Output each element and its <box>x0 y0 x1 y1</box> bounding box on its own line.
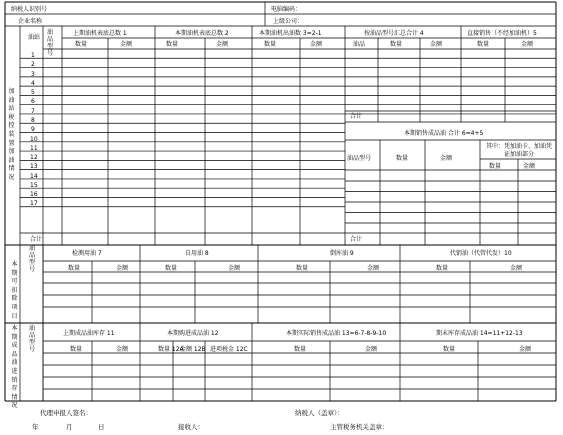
sales-total-label: 本期销售成品油 合计 6=4+5 <box>404 130 484 137</box>
input-tax-12c-label: 进项税金 12C <box>210 346 248 353</box>
station-row-number: 16 <box>30 191 38 199</box>
station-row-number: 10 <box>30 135 38 143</box>
amount-label: 金额 <box>367 265 380 272</box>
qty-12a-label: 数量 12A <box>158 346 184 353</box>
col-station: 油站 <box>28 34 41 41</box>
qty-label: 数量 <box>489 163 502 170</box>
amount-label: 金额 <box>523 163 536 170</box>
header-inspection-oil: 检测用油 7 <box>72 250 102 257</box>
amount-label: 金额 <box>116 346 129 353</box>
amount-label: 金额 <box>440 155 453 162</box>
qty-label: 数量 <box>296 265 309 272</box>
header-consignment-oil: 代销油（代管代发）10 <box>450 250 512 257</box>
station-row-number: 14 <box>30 172 38 180</box>
amount-label: 金额 <box>228 265 241 272</box>
qty-label: 数量 <box>165 265 178 272</box>
qty-label: 数量 <box>68 265 81 272</box>
qty-label: 数量 <box>390 41 403 48</box>
taxpayer-id-label: 纳税人识别号 <box>11 6 48 13</box>
qty-label: 数量 <box>75 41 88 48</box>
station-row-number: 4 <box>31 79 35 87</box>
station-row-number: 9 <box>31 126 35 134</box>
month-label: 月 <box>66 423 73 431</box>
year-label: 年 <box>32 423 39 431</box>
station-row-number: 12 <box>30 154 38 162</box>
header-self-use-oil: 自用油 8 <box>185 250 209 257</box>
qty-label: 数量 <box>294 346 307 353</box>
section1-label: 加油站税控装置加油情况 <box>8 88 15 181</box>
amount-label: 金额 <box>116 265 129 272</box>
amount-label: 金额 <box>510 265 523 272</box>
col-grade: 油品型号 <box>46 29 53 57</box>
agent-signature-label: 代理申报人签名： <box>40 409 92 417</box>
station-row-number: 15 <box>30 181 38 189</box>
amount-label: 金额 <box>365 346 378 353</box>
station-row-number: 1 <box>31 52 35 59</box>
computer-code-label: 电脑编码： <box>271 6 302 13</box>
header-direct-sale: 直接销售（不经加油机）5 <box>467 30 537 37</box>
station-row-number: 3 <box>31 70 35 78</box>
amount-label: 金额 <box>310 41 323 48</box>
receiver-label: 接收人： <box>178 423 204 431</box>
header-actual-sales: 本期实际销售成品油 13=6-7-8-9-10 <box>286 330 387 337</box>
header-opening-stock: 上期成品油库存 11 <box>63 330 115 337</box>
header-cur-meter: 本期油机表底总数 2 <box>175 30 229 37</box>
station-row-number: 7 <box>31 107 35 115</box>
qty-label: 数量 <box>70 346 83 353</box>
station-row-number: 5 <box>31 89 35 97</box>
day-label: 日 <box>98 423 105 431</box>
subtotal-label: 合计 <box>350 113 363 120</box>
amount-12b-label: 金额 12B <box>180 346 206 353</box>
oil-grade-label: 油品型号 <box>347 155 372 162</box>
station-row-number: 11 <box>30 144 38 152</box>
station-row-number: 13 <box>30 163 38 171</box>
col-grade: 油品型号 <box>28 245 35 273</box>
grade-label: 油品 <box>353 41 366 48</box>
amount-label: 金额 <box>216 41 229 48</box>
header-returned-oil: 倒库油 9 <box>330 250 354 257</box>
col-grade: 油品型号 <box>28 325 35 353</box>
qty-label: 数量 <box>166 41 179 48</box>
section2-label: 本期可扣除项目 <box>11 261 18 320</box>
superior-company-label: 上级公司： <box>273 18 304 25</box>
header-prev-meter: 上期油机表底总数 1 <box>73 30 127 37</box>
station-row-number: 2 <box>31 61 35 69</box>
tax-authority-seal-label: 主管税务机关盖章： <box>330 423 389 431</box>
total-label: 合计 <box>350 236 363 243</box>
total-label: 合计 <box>30 236 43 243</box>
amount-label: 金额 <box>519 346 532 353</box>
qty-label: 数量 <box>264 41 277 48</box>
header-oil-out: 本期油机出油数 3=2-1 <box>259 30 322 37</box>
amount-label: 金额 <box>120 41 133 48</box>
station-row-number: 17 <box>30 200 38 208</box>
header-purchased-oil: 本期购进成品油 12 <box>167 330 219 337</box>
qty-label: 数量 <box>436 265 449 272</box>
header-closing-stock: 期末库存成品油 14=11+12-13 <box>436 330 523 337</box>
station-row-number: 6 <box>31 98 35 106</box>
taxpayer-seal-label: 纳税人（盖章）： <box>295 409 344 417</box>
header-by-grade: 按油品型号汇总合计 4 <box>364 30 424 37</box>
qty-label: 数量 <box>396 155 409 162</box>
section3-label: 本期成品油进销存情况 <box>11 325 18 410</box>
station-row-number: 8 <box>31 116 35 124</box>
enterprise-name-label: 企业名称 <box>18 18 43 25</box>
amount-label: 金额 <box>521 41 534 48</box>
qty-label: 数量 <box>443 346 456 353</box>
amount-label: 金额 <box>430 41 443 48</box>
qty-label: 数量 <box>477 41 490 48</box>
card-portion-label: 其中：凭加油卡、加油凭证加油部分 <box>485 143 552 158</box>
